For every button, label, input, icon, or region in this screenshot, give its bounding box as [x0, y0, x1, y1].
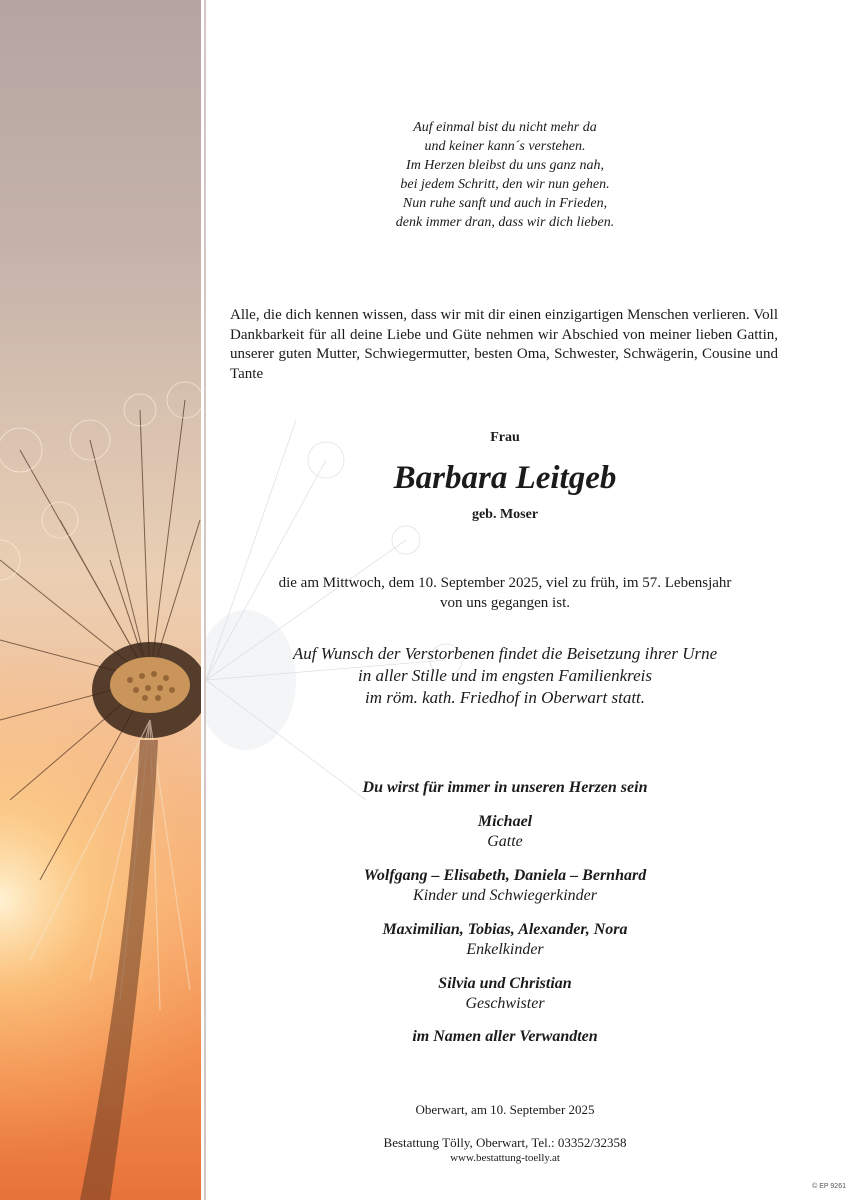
notice-content [206, 0, 854, 1200]
burial-notice [206, 643, 804, 709]
mourner-names: Silvia und Christian [438, 975, 572, 992]
print-code: © EP 9261 [812, 1183, 846, 1190]
closing-line: im Namen aller Verwandten [412, 1028, 598, 1045]
poem-line: Nun ruhe sanft und auch in Frieden, [402, 196, 608, 211]
mourner-relation: Enkelkinder [466, 941, 544, 958]
mourner-names: Maximilian, Tobias, Alexander, Nora [382, 921, 628, 938]
place-date: Oberwart, am 10. September 2025 [415, 1102, 595, 1117]
undertaker-info: Bestattung Tölly, Oberwart, Tel.: 03352/32358 [383, 1135, 627, 1150]
motto: Du wirst für immer in unseren Herzen sein [362, 779, 648, 796]
poem-line: bei jedem Schritt, den wir nun gehen. [400, 177, 610, 192]
burial-line: Auf Wunsch der Verstorbenen findet die Beisetzung ihrer Urne [292, 644, 718, 663]
intro-paragraph: Alle, die dich kennen wissen, dass wir mit dir einen einzigartigen Menschen verlieren. Voll Dankbarkeit für all deine Liebe und Güte nehmen wir Abschied von meiner lieben Gattin, unserer guten Mutter, Schwiegermutter, besten Oma, Schwester, Schwägerin, Cousine und Tante [230, 307, 778, 382]
mourner-names: Wolfgang – Elisabeth, Daniela – Bernhard [363, 867, 647, 884]
birth-name: geb. Moser [471, 507, 539, 522]
poem-line: Auf einmal bist du nicht mehr da [413, 120, 597, 135]
burial-line: in aller Stille und im engsten Familienkreis [358, 666, 652, 685]
mourner-relation: Geschwister [465, 995, 545, 1012]
poem-line: und keiner kann´s verstehen. [424, 139, 586, 154]
death-notice [206, 573, 804, 613]
mourner-group [206, 866, 804, 920]
death-notice-line: von uns gegangen ist. [440, 595, 570, 611]
burial-line: im röm. kath. Friedhof in Oberwart statt. [364, 688, 646, 707]
dandelion-illustration [0, 0, 201, 1200]
death-notice-line: die am Mittwoch, dem 10. September 2025, viel zu früh, im 57. Lebensjahr [278, 575, 732, 591]
mourner-names: Michael [477, 813, 533, 830]
mourner-relation: Kinder und Schwiegerkinder [413, 887, 597, 904]
mourners-list [206, 812, 804, 1028]
poem-line: denk immer dran, dass wir dich lieben. [395, 215, 615, 230]
salutation: Frau [490, 430, 520, 445]
mourner-relation: Gatte [487, 833, 523, 850]
dandelion-sunset-image [0, 0, 201, 1200]
mourner-group [206, 920, 804, 974]
poem-line: Im Herzen bleibst du uns ganz nah, [406, 158, 604, 173]
undertaker-website: www.bestattung-toelly.at [450, 1152, 560, 1164]
mourner-group [206, 974, 804, 1028]
poem [206, 118, 804, 232]
deceased-name: Barbara Leitgeb [393, 460, 617, 496]
mourner-group [206, 812, 804, 866]
